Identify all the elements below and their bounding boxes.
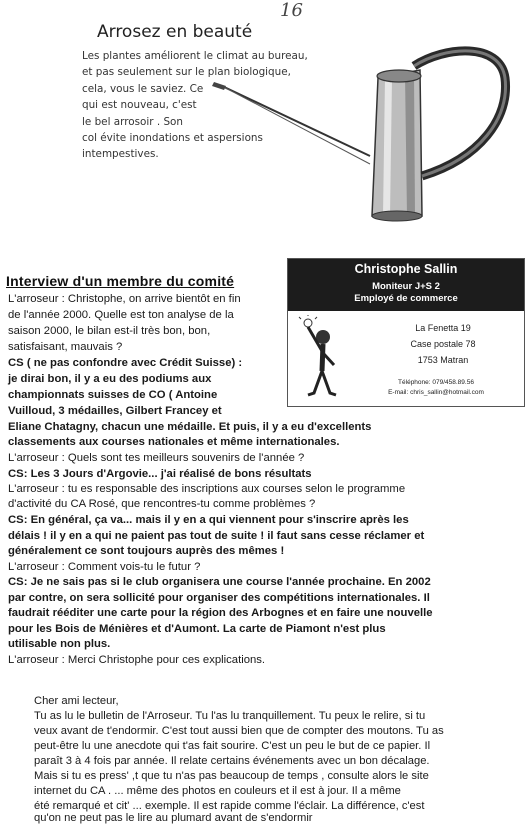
card-email: E-mail: chris_sallin@hotmail.com [388,389,484,396]
interview-line: faudrait rééditer une carte pour la région des Arbognes et en faire une nouvelle [8,607,433,619]
interview-line: CS ( ne pas confondre avec Crédit Suisse) : [8,357,243,369]
letter-line: internet du CA . ... même des photos en couleurs et il est à jour. Il a même [34,785,401,797]
interview-title: Interview d'un membre du comité [6,273,235,289]
letter-line: paraît 3 à 4 fois par année. Il relate certains événements avec un bon décalage. [34,755,430,767]
watering-can-illustration [200,38,525,228]
card-address-line: 1753 Matran [417,355,469,365]
letter-line: veux avant de t'endormir. C'est tout aussi bien que de compter des moutons. Tu as [34,725,444,737]
letter-line: été remarqué et cit' ... exemple. Il est rapide comme l'éclair. La différence, c'est [34,800,425,812]
ad-line: cela, vous le saviez. Ce [82,82,204,95]
interview-line: saison 2000, le bilan est-il très bon, bon, [8,325,211,337]
letter-line: Mais si tu es press' ,t que tu n'as pas beaucoup de temps , consulte alors le site [34,770,429,782]
interview-line: CS: En général, ça va... mais il y en a qui viennent pour s'inscrire après les [8,514,409,526]
interview-line: L'arroseur : tu es responsable des inscriptions aux courses selon le programme [8,483,406,495]
interview-line: par contre, on sera sollicité pour organiser des compétitions internationales. Il [8,592,430,604]
card-header [288,259,524,311]
interview-line: utilisable non plus. [8,638,111,650]
card-name: Christophe Sallin [354,262,458,276]
business-card [287,258,525,407]
card-phone: Téléphone: 079/458.89.56 [398,379,474,386]
interview-line: Eliane Chatagny, chacun une médaille. Et puis, il y a eu d'excellents [8,421,372,433]
letter-line: Cher ami lecteur, [34,695,119,707]
card-address-line: Case postale 78 [410,339,476,349]
interview-line: satisfaisant, mauvais ? [8,341,123,353]
ad-line: et pas seulement sur le plan biologique, [82,66,291,79]
figure-illustration [296,315,340,401]
interview-line: délais ! il y en a qui ne paient pas tout de suite ! il faut sans cesse réclamer et [8,530,425,542]
interview-line: L'arroseur : Christophe, on arrive bientôt en fin [8,293,241,305]
ad-line: Les plantes améliorent le climat au bureau, [82,50,308,62]
interview-line: L'arroseur : Comment vois-tu le futur ? [8,561,201,573]
ad-line: le bel arrosoir . Son [82,115,183,128]
letter-line: Tu as lu le bulletin de l'Arroseur. Tu l'as lu tranquillement. Tu peux le relire, si tu [34,710,426,722]
card-address-line: La Fenetta 19 [415,323,471,333]
card-role: Employé de commerce [354,293,458,304]
interview-line: je dirai bon, il y a eu des podiums aux [8,373,212,385]
letter-line: qu'on ne peut pas le lire au plumard avant de s'endormir [34,812,313,824]
interview-line: CS: Je ne sais pas si le club organisera une course l'année prochaine. En 2002 [8,576,431,588]
interview-line: généralement ce sont toujours auprès des mêmes ! [8,545,285,557]
interview-line: L'arroseur : Quels sont tes meilleurs souvenirs de l'année ? [8,452,305,464]
interview-line: L'arroseur : Merci Christophe pour ces explications. [8,654,266,666]
letter-line: peut-être lu une anecdote qui t'as fait sourire. C'est un peu le but de ce papier. Il [34,740,431,752]
ad-line: intempestives. [82,148,159,161]
interview-line: pour les Bois de Ménières et d'Aumont. La carte de Piamont n'est plus [8,623,386,635]
interview-line: de l'année 2000. Quelle est ton analyse de la [8,309,234,321]
ad-line: qui est nouveau, c'est [82,99,197,112]
card-role: Moniteur J+S 2 [372,281,440,292]
ad-line: col évite inondations et aspersions [82,132,263,145]
ad-title: Arrosez en beauté [97,22,253,42]
interview-line: classements aux courses nationales et même internationales. [8,436,340,448]
page-number: 16 [280,0,303,21]
interview-line: Vuilloud, 3 médailles, Gilbert Francey et [8,405,222,417]
interview-line: d'activité du CA Rosé, que rencontres-tu comme problèmes ? [8,498,316,510]
interview-line: championnats suisses de CO ( Antoine [8,389,218,401]
interview-line: CS: Les 3 Jours d'Argovie... j'ai réalisé de bons résultats [8,468,312,480]
